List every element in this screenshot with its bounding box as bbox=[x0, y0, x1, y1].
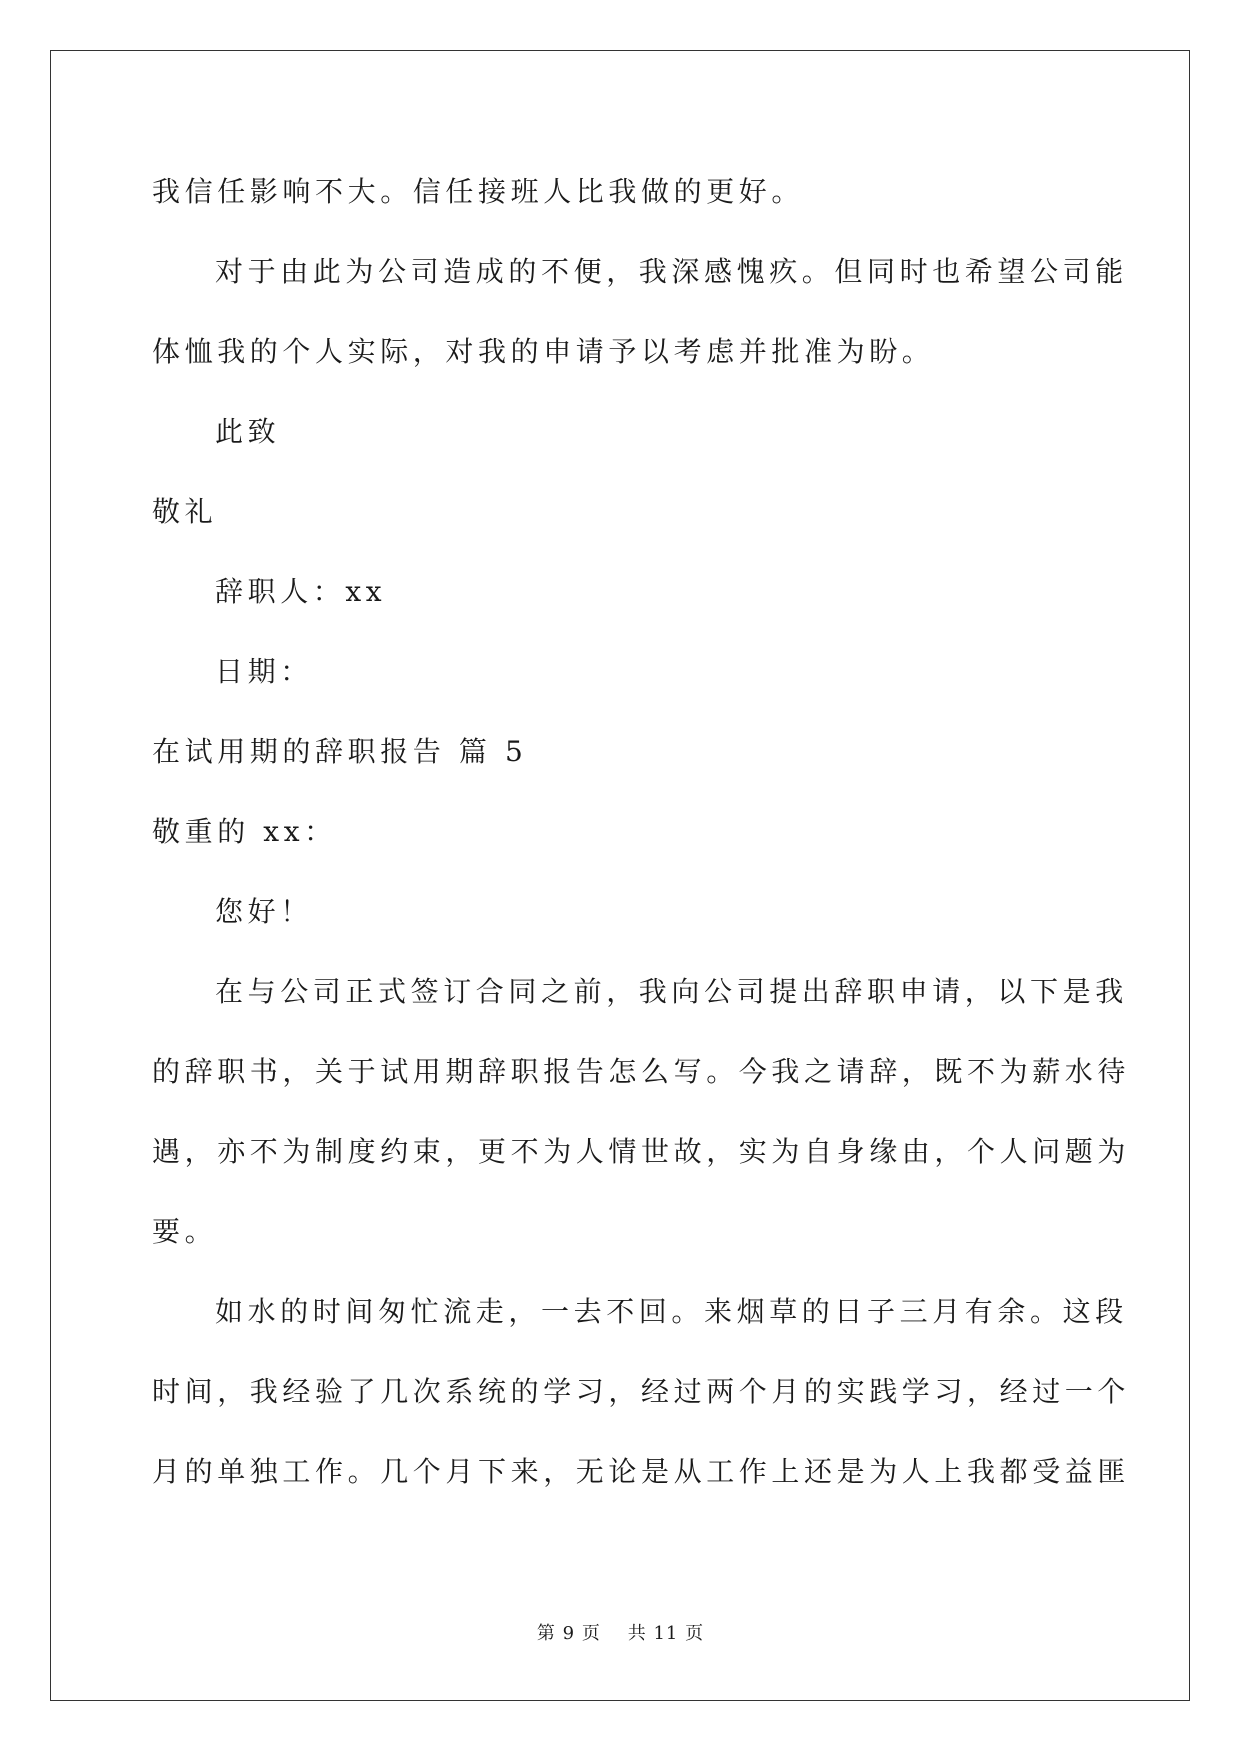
page-total: 共 11 页 bbox=[627, 1623, 705, 1644]
page-number: 第 9 页 bbox=[536, 1623, 601, 1644]
closing-respect: 敬礼 bbox=[152, 495, 218, 528]
body-line-12: 的辞职书，关于试用期辞职报告怎么写。今我之请辞，既不为薪水待 bbox=[152, 1055, 1131, 1088]
section-heading: 在试用期的辞职报告 篇 5 bbox=[152, 735, 528, 768]
body-line-15: 如水的时间匆忙流走，一去不回。来烟草的日子三月有余。这段 bbox=[215, 1295, 1128, 1328]
body-line-14: 要。 bbox=[152, 1215, 218, 1248]
body-line-11: 在与公司正式签订合同之前，我向公司提出辞职申请，以下是我 bbox=[215, 975, 1128, 1008]
body-line-2: 对于由此为公司造成的不便，我深感愧疚。但同时也希望公司能 bbox=[215, 255, 1128, 288]
date-line: 日期： bbox=[215, 655, 313, 688]
resigner-signature: 辞职人：xx bbox=[215, 575, 387, 608]
body-line-17: 月的单独工作。几个月下来，无论是从工作上还是为人上我都受益匪 bbox=[152, 1455, 1131, 1488]
letter-greeting: 敬重的 xx： bbox=[152, 815, 337, 848]
body-line-3: 体恤我的个人实际，对我的申请予以考虑并批准为盼。 bbox=[152, 335, 935, 368]
body-line-1: 我信任影响不大。信任接班人比我做的更好。 bbox=[152, 175, 805, 208]
closing-salutation: 此致 bbox=[215, 415, 281, 448]
body-line-13: 遇，亦不为制度约束，更不为人情世故，实为自身缘由，个人问题为 bbox=[152, 1135, 1131, 1168]
body-line-16: 时间，我经验了几次系统的学习，经过两个月的实践学习，经过一个 bbox=[152, 1375, 1131, 1408]
hello-line: 您好！ bbox=[215, 895, 313, 928]
page-footer bbox=[0, 1622, 1241, 1646]
